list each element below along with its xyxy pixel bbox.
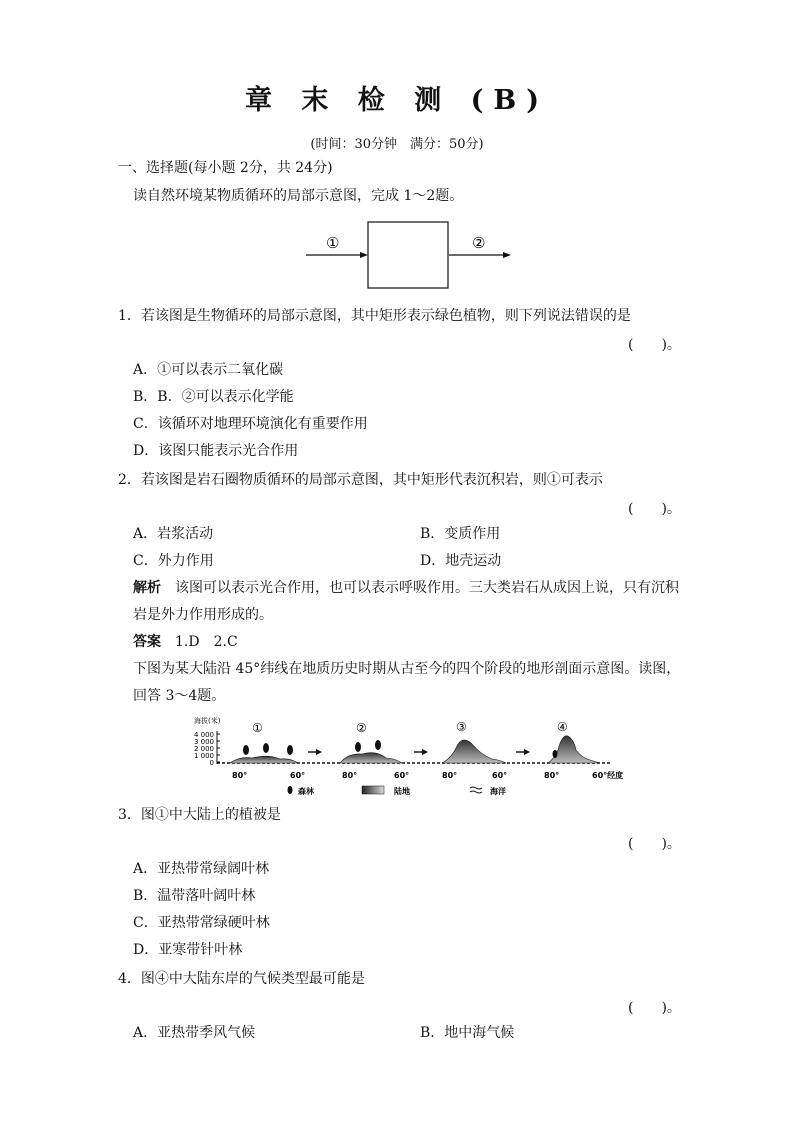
x-tick: 60°	[290, 771, 306, 780]
q2-stem: 2．若该图是岩石圈物质循环的局部示意图，其中矩形代表沉积岩，则①可表示	[118, 472, 603, 488]
legend-land: 陆地	[394, 787, 410, 796]
output-label: ②	[472, 234, 486, 252]
legend-forest: 森林	[298, 787, 314, 796]
section-heading: 一、选择题(每小题 2分，共 24分)	[118, 160, 333, 176]
answer-label: 答案	[133, 634, 161, 650]
stage-4-label: ④	[557, 720, 568, 734]
q3-stem: 3．图①中大陆上的植被是	[118, 807, 281, 823]
analysis-label: 解析	[133, 580, 161, 596]
q1-option-a: A．①可以表示二氧化碳	[133, 362, 284, 378]
q4-answer-blank: ( )。	[628, 1000, 681, 1016]
x-tick: 60°	[394, 771, 410, 780]
x-tick: 60°经度	[592, 771, 624, 780]
q3-answer-blank: ( )。	[628, 836, 681, 852]
stage-2-label: ②	[356, 721, 367, 735]
answer-text: 1.D 2.C	[175, 634, 238, 650]
q4-option-a: A．亚热带季风气候	[133, 1025, 256, 1041]
y-axis-title: 海拔(米)	[194, 717, 221, 725]
q2-option-a: A．岩浆活动	[133, 526, 214, 542]
q4-option-b: B．地中海气候	[420, 1025, 515, 1041]
terrain-profile-figure	[180, 714, 650, 800]
analysis-line-2: 岩是外力作用形成的。	[133, 607, 273, 623]
y-tick-1000: 1 000	[193, 752, 214, 760]
forest-legend-icon	[288, 786, 293, 794]
analysis-line-1	[133, 578, 679, 598]
stage-1-label: ①	[252, 721, 263, 735]
y-tick-4000: 4 000	[193, 731, 214, 739]
intro-3-4-line-1: 下图为某大陆沿 45°纬线在地质历史时期从古至今的四个阶段的地形剖面示意图。读图，	[133, 661, 681, 677]
sea-legend-swatch	[470, 787, 482, 793]
page-title: 章 末 检 测 (B)	[245, 85, 549, 116]
analysis-text-1: 该图可以表示光合作用，也可以表示呼吸作用。三大类岩石从成因上说，只有沉积	[175, 580, 679, 596]
intro-1-2: 读自然环境某物质循环的局部示意图，完成 1～2题。	[133, 188, 464, 204]
x-tick: 60°	[492, 771, 508, 780]
q3-option-c: C．亚热带常绿硬叶林	[133, 915, 270, 931]
q1-stem: 1．若该图是生物循环的局部示意图，其中矩形表示绿色植物，则下列说法错误的是	[118, 308, 631, 324]
q2-option-b: B．变质作用	[420, 526, 501, 542]
y-tick-3000: 3 000	[193, 738, 214, 746]
answer-line	[133, 632, 238, 652]
x-tick: 80°	[544, 771, 560, 780]
q3-option-b: B．温带落叶阔叶林	[133, 888, 256, 904]
q1-option-c: C．该循环对地理环境演化有重要作用	[133, 416, 368, 432]
x-tick: 80°	[342, 771, 358, 780]
y-tick-2000: 2 000	[193, 745, 214, 753]
legend-sea: 海洋	[490, 787, 506, 796]
y-tick-0: 0	[209, 759, 214, 767]
cycle-diagram	[300, 218, 520, 293]
box-rectangle	[368, 222, 448, 288]
stage-3-label: ③	[456, 720, 467, 734]
q2-option-d: D．地壳运动	[420, 553, 502, 569]
input-label: ①	[326, 234, 340, 252]
q1-answer-blank: ( )。	[628, 337, 681, 353]
q1-option-b: B．B．②可以表示化学能	[133, 389, 294, 405]
x-tick: 80°	[232, 771, 248, 780]
q2-answer-blank: ( )。	[628, 501, 681, 517]
exam-info: (时间：30分钟 满分：50分)	[310, 137, 484, 152]
intro-3-4-line-2: 回答 3～4题。	[133, 688, 226, 704]
q4-stem: 4．图④中大陆东岸的气候类型最可能是	[118, 971, 365, 987]
q1-option-d: D．该图只能表示光合作用	[133, 443, 299, 459]
q3-option-a: A．亚热带常绿阔叶林	[133, 861, 270, 877]
land-legend-swatch	[362, 786, 384, 794]
q2-option-c: C．外力作用	[133, 553, 214, 569]
q3-option-d: D．亚寒带针叶林	[133, 942, 243, 958]
x-tick: 80°	[442, 771, 458, 780]
